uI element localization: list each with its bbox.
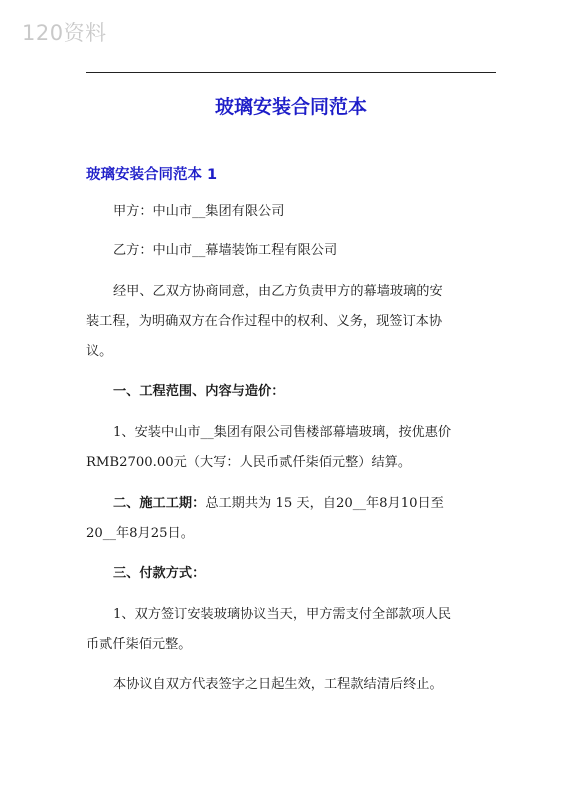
header-rule <box>86 72 496 73</box>
intro-line-2: 装工程，为明确双方在合作过程中的权利、义务，现签订本协 <box>86 314 443 329</box>
clause-3-heading: 三、付款方式： <box>113 566 206 581</box>
clause-2-heading: 二、施工工期： <box>113 496 206 511</box>
watermark-logo: 120资料 <box>22 21 107 45</box>
clause-2-text: 总工期共为 15 天，自20__年8月10日至 <box>205 496 444 511</box>
clause-3-line-1: 1、双方签订安装玻璃协议当天，甲方需支付全部款项人民 <box>113 607 452 622</box>
clause-3-line-2: 币贰仟柒佰元整。 <box>86 637 192 652</box>
intro-line-1: 经甲、乙双方协商同意，由乙方负责甲方的幕墙玻璃的安 <box>113 284 443 299</box>
closing-line: 本协议自双方代表签字之日起生效，工程款结清后终止。 <box>113 677 443 692</box>
clause-1-heading: 一、工程范围、内容与造价： <box>113 384 285 399</box>
clause-1-line-1: 1、安装中山市__集团有限公司售楼部幕墙玻璃，按优惠价 <box>113 425 452 440</box>
document-title: 玻璃安装合同范本 <box>214 96 367 118</box>
clause-2-line-1 <box>86 489 496 519</box>
intro-line-3: 议。 <box>86 344 113 359</box>
section-title: 玻璃安装合同范本 1 <box>86 167 218 183</box>
party-b-line: 乙方：中山市__幕墙装饰工程有限公司 <box>113 243 338 258</box>
clause-1-line-2: RMB2700.00元（大写：人民币贰仟柒佰元整）结算。 <box>86 455 412 470</box>
party-a-line: 甲方：中山市__集团有限公司 <box>113 204 285 219</box>
clause-2-line-2: 20__年8月25日。 <box>86 526 194 541</box>
